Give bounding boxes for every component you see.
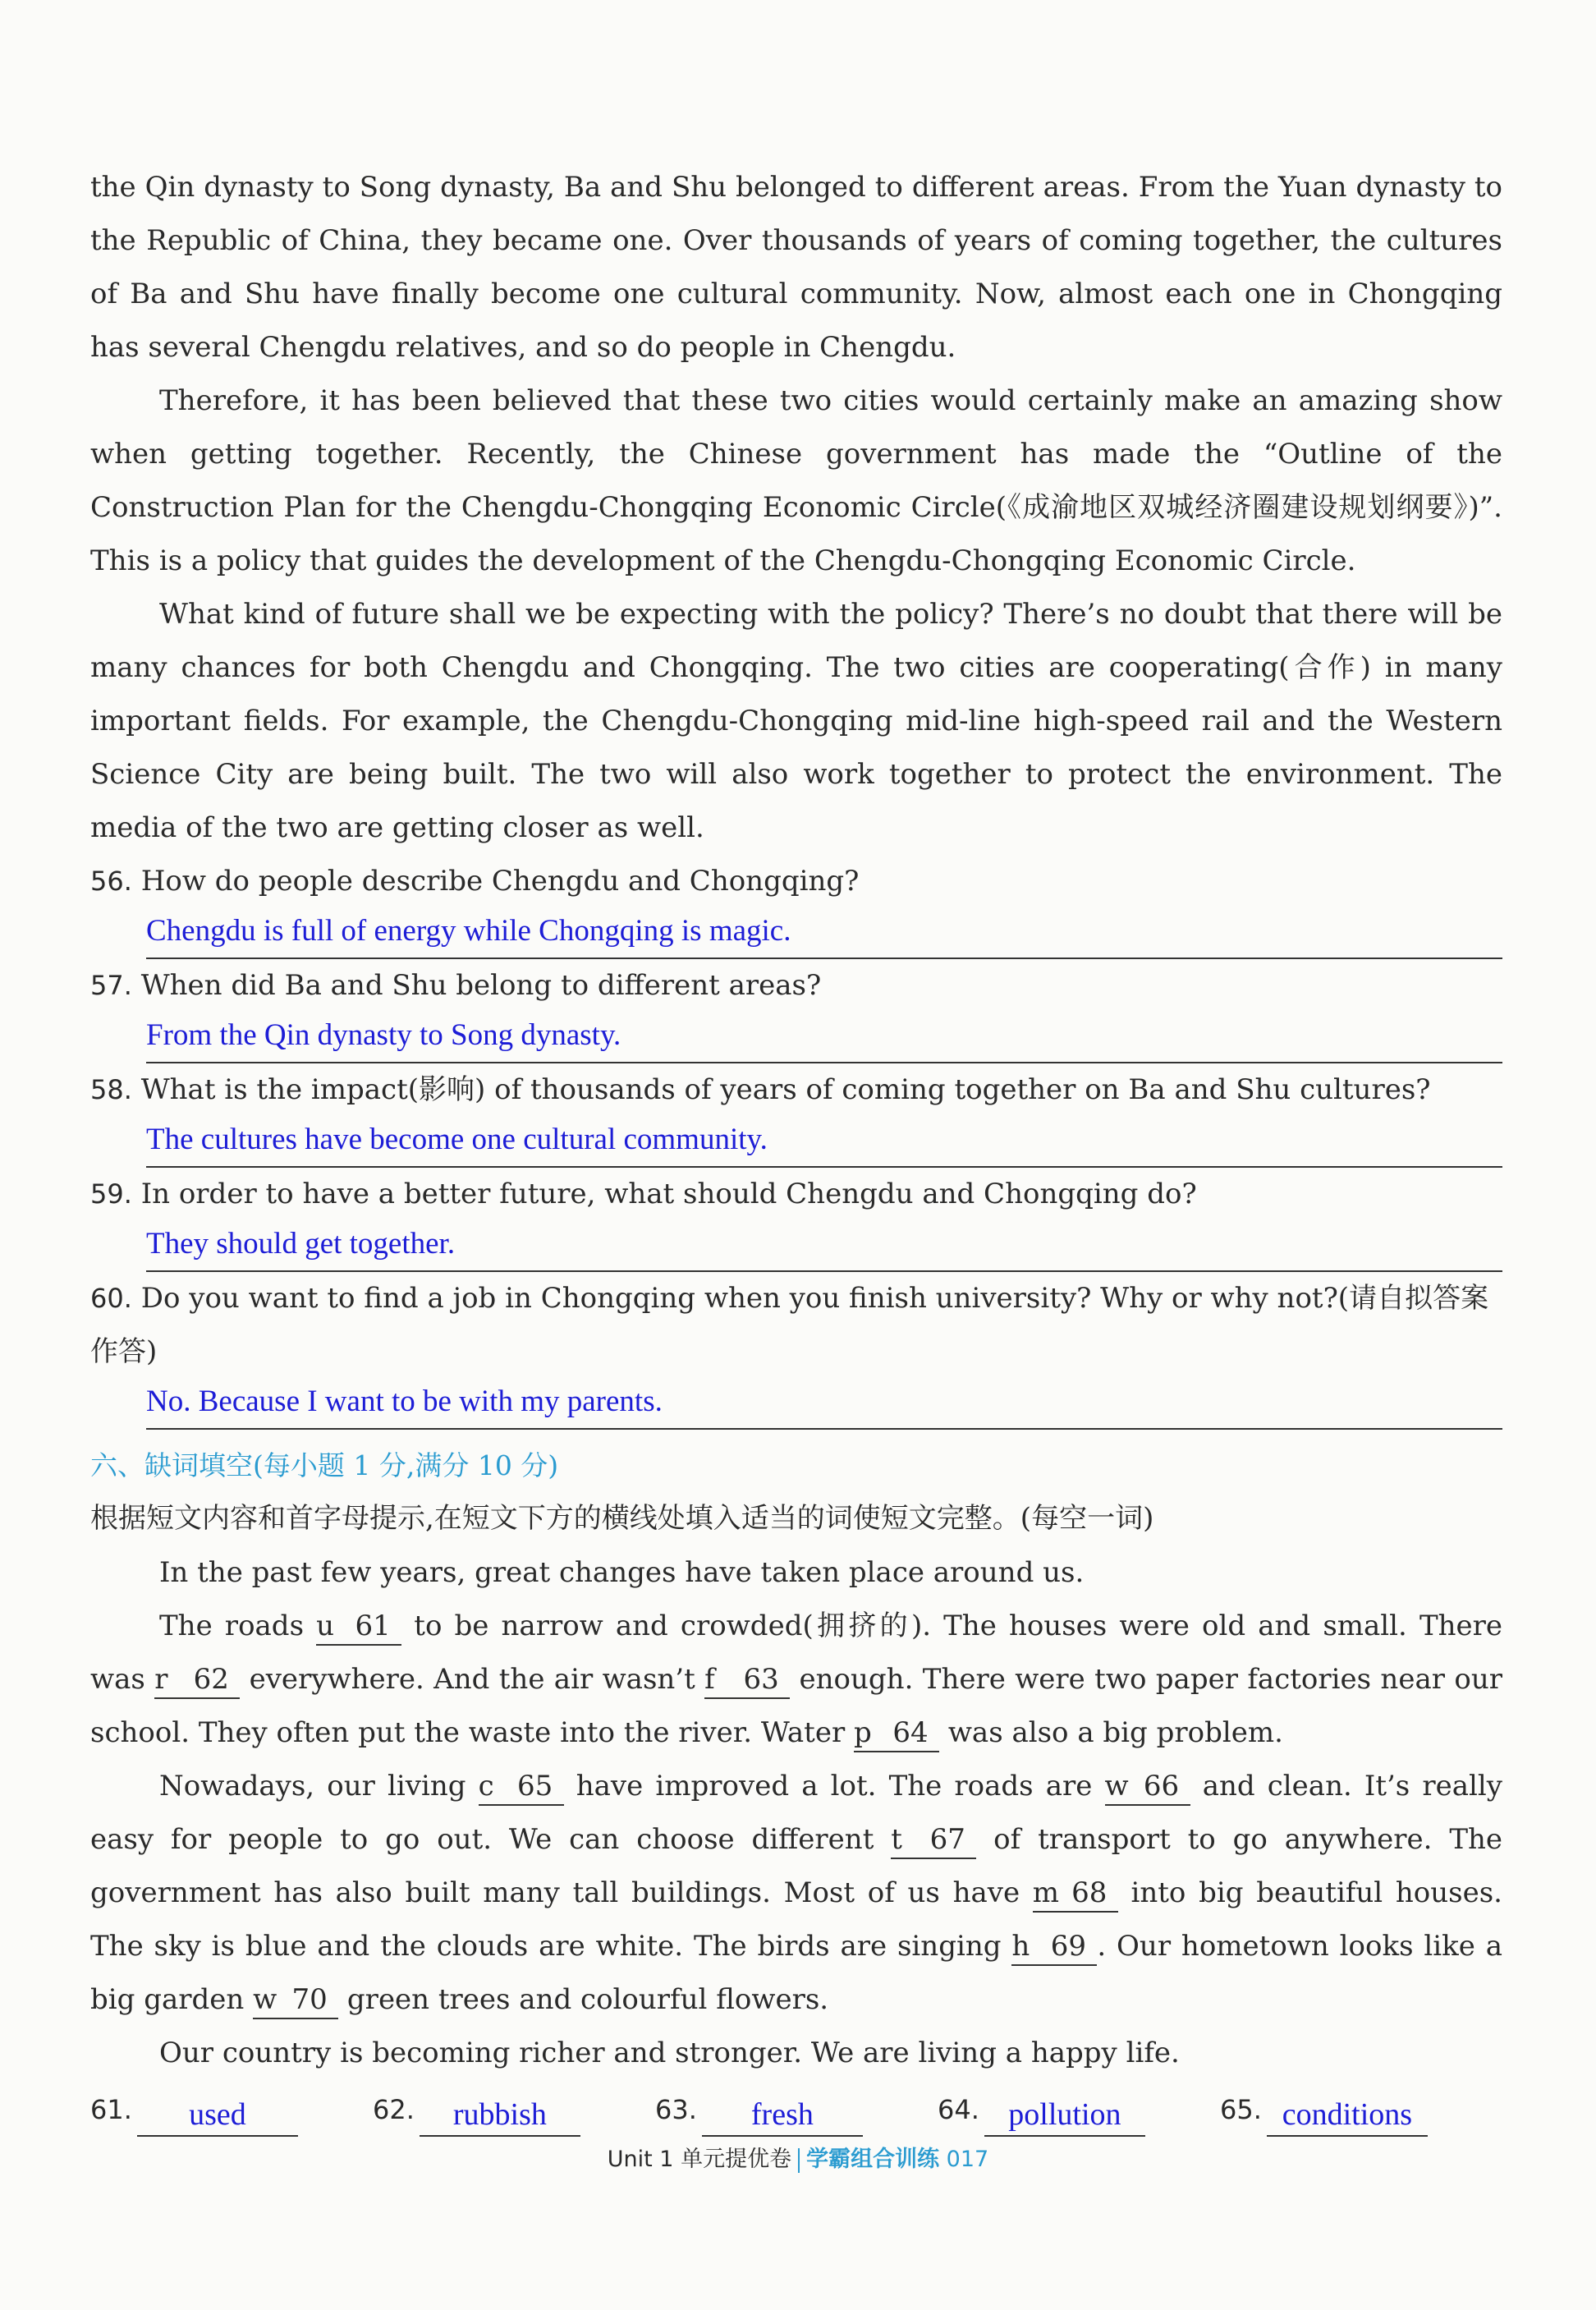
question-number: 59. <box>90 1178 132 1210</box>
question-number: 58. <box>90 1074 132 1105</box>
answer-word: fresh <box>702 2094 863 2137</box>
cloze-blank: r 62 <box>154 1661 240 1699</box>
question-number: 56. <box>90 866 132 897</box>
cloze-paragraph-2: The roads u 61 to be narrow and crowded(拥挤的). The houses were old and small. There was r 62 everywhere. And the air wasn’t f 63 enough. There were two paper factories near our school. They often put the waste into the river. Water p 64 was also a big problem. <box>90 1600 1502 1760</box>
page-content <box>90 161 1502 2137</box>
cloze-blank: h 69 <box>1011 1928 1097 1966</box>
cloze-blank: u 61 <box>316 1608 401 1646</box>
cloze-blank: c 65 <box>479 1768 564 1806</box>
cloze-blank: w 70 <box>253 1982 338 2019</box>
cloze-blank: t 67 <box>891 1821 976 1859</box>
question-58 <box>90 1063 1502 1168</box>
question-text: Do you want to find a job in Chongqing when you finish university? Why or why not?(请自拟答案作答) <box>90 1282 1489 1368</box>
answer-line: They should get together. <box>146 1221 1502 1272</box>
question-text: How do people describe Chengdu and Chongqing? <box>140 865 860 898</box>
cloze-answer-row <box>90 2083 1502 2137</box>
footer-divider <box>798 2148 800 2173</box>
cloze-blank: m 68 <box>1033 1875 1118 1913</box>
question-60 <box>90 1272 1502 1430</box>
question-number: 57. <box>90 970 132 1001</box>
question-text: In order to have a better future, what should Chengdu and Chongqing do? <box>140 1178 1197 1210</box>
section-title: 六、缺词填空(每小题 1 分,满分 10 分) <box>90 1449 559 1481</box>
answer-word: conditions <box>1267 2094 1428 2137</box>
answer-line: From the Qin dynasty to Song dynasty. <box>146 1013 1502 1063</box>
cloze-paragraph-3: Nowadays, our living c 65 have improved a lot. The roads are w 66 and clean. It’s really easy for people to go out. We can choose different t 67 of transport to go anywhere. The government has also built many tall buildings. Most of us have m 68 into big beautiful houses. The sky is blue and the clouds are white. The birds are singing h 69 . Our hometown looks like a big garden w 70 green trees and colourful flowers. <box>90 1760 1502 2027</box>
page-number: 017 <box>946 2147 989 2172</box>
passage-paragraph-3: What kind of future shall we be expecting with the policy? There’s no doubt that there will be many chances for both Chengdu and Chongqing. The two cities are cooperating(合作) in many important fields. For example, the Chengdu-Chongqing mid-line high-speed rail and the Western Science City are being built. The two will also work together to protect the environment. The media of the two are getting closer as well. <box>90 598 1502 844</box>
cloze-answer-64: 64. pollution <box>938 2083 1220 2137</box>
question-text: What is the impact(影响) of thousands of years of coming together on Ba and Shu cultures? <box>140 1073 1431 1106</box>
footer-unit: Unit 1 单元提优卷 <box>607 2147 792 2172</box>
question-text: When did Ba and Shu belong to different areas? <box>140 969 822 1002</box>
cloze-blank: f 63 <box>704 1661 790 1699</box>
question-59 <box>90 1168 1502 1272</box>
cloze-answer-63: 63. fresh <box>655 2083 938 2137</box>
cloze-answer-62: 62. rubbish <box>373 2083 655 2137</box>
passage-paragraph-1: the Qin dynasty to Song dynasty, Ba and Shu belonged to different areas. From the Yuan dynasty to the Republic of China, they became one. Over thousands of years of coming together, the cultures of Ba and Shu have finally become one cultural community. Now, almost each one in Chongqing has several Chengdu relatives, and so do people in Chengdu. <box>90 171 1502 364</box>
cloze-paragraph-1: In the past few years, great changes have taken place around us. <box>159 1556 1085 1589</box>
cloze-answer-65: 65. conditions <box>1220 2083 1502 2137</box>
cloze-answer-61: 61. used <box>90 2083 373 2137</box>
section-instruction: 根据短文内容和首字母提示,在短文下方的横线处填入适当的词使短文完整。(每空一词) <box>90 1502 1154 1535</box>
answer-line: No. Because I want to be with my parents. <box>146 1379 1502 1430</box>
page-footer <box>0 2141 1596 2173</box>
question-57 <box>90 959 1502 1063</box>
answer-line: Chengdu is full of energy while Chongqing is magic. <box>146 908 1502 959</box>
question-56 <box>90 855 1502 959</box>
answer-word: rubbish <box>420 2094 580 2137</box>
cloze-blank: p 64 <box>854 1715 939 1752</box>
cloze-paragraph-4: Our country is becoming richer and stronger. We are living a happy life. <box>159 2037 1180 2069</box>
answer-line: The cultures have become one cultural community. <box>146 1117 1502 1168</box>
footer-brand: 学霸组合训练 <box>806 2147 940 2172</box>
answer-word: pollution <box>984 2094 1145 2137</box>
answer-word: used <box>137 2094 298 2137</box>
passage-paragraph-2: Therefore, it has been believed that these two cities would certainly make an amazing show when getting together. Recently, the Chinese government has made the “Outline of the Construction Plan for the Chengdu-Chongqing Economic Circle(《成渝地区双城经济圈建设规划纲要》)”. This is a policy that guides the development of the Chengdu-Chongqing Economic Circle. <box>90 384 1502 577</box>
cloze-blank: w 66 <box>1105 1768 1190 1806</box>
question-number: 60. <box>90 1283 132 1314</box>
